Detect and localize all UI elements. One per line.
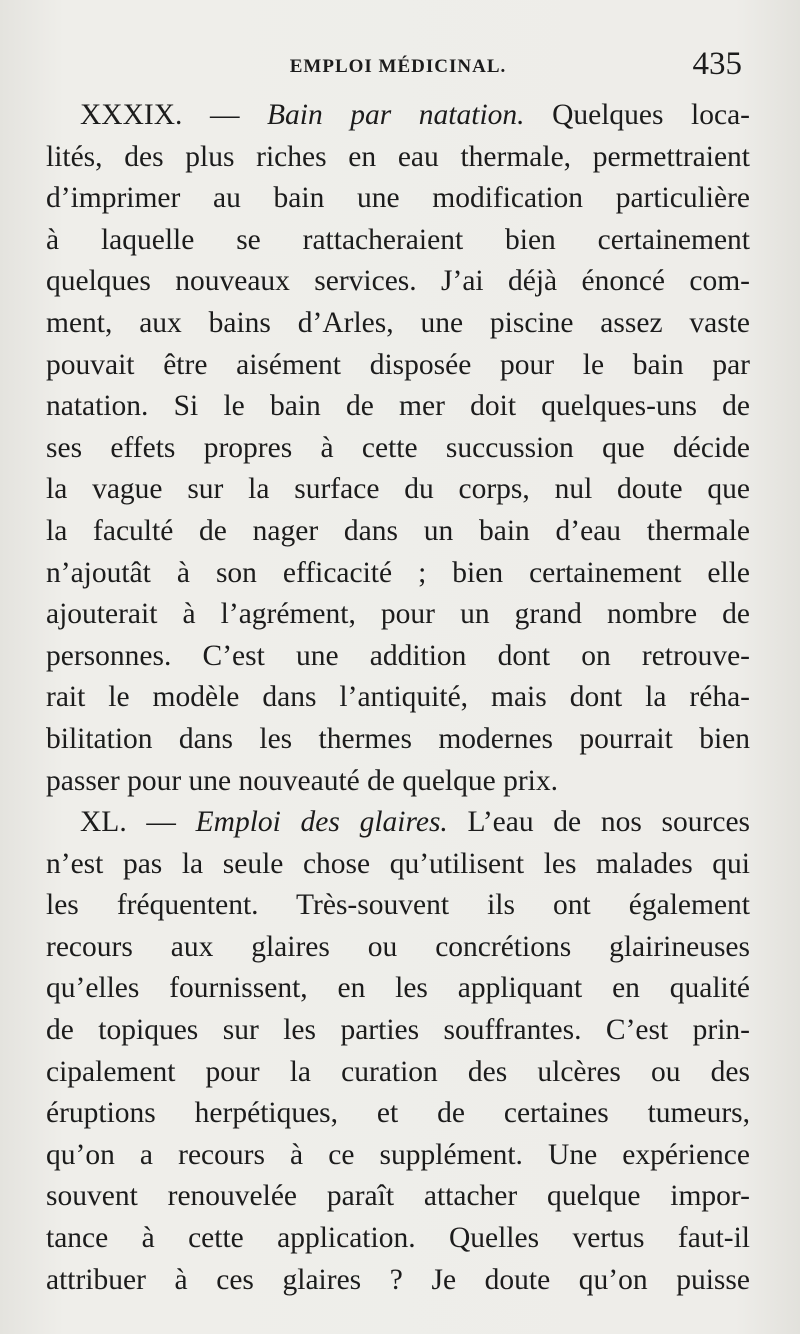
- text-line: personnes. C’est une addition dont on retrouve-: [46, 639, 750, 672]
- text-line: recours aux glaires ou concrétions glairineuses: [46, 930, 750, 963]
- text-line: L’eau de nos sources: [467, 806, 751, 839]
- body-text: [46, 95, 750, 1301]
- text-line: natation. Si le bain de mer doit quelques-uns de: [46, 390, 750, 423]
- text-line: n’ajoutât à son efficacité ; bien certainement elle: [46, 556, 750, 589]
- text-line: rait le modèle dans l’antiquité, mais dont la réha-: [46, 681, 750, 714]
- section-heading-line-xxxix: [46, 95, 750, 137]
- text-line: cipalement pour la curation des ulcères ou des: [46, 1055, 750, 1088]
- text-line: quelques nouveaux services. J’ai déjà énoncé com-: [46, 265, 750, 298]
- page-number: 435: [692, 46, 742, 82]
- section-number-xl: XL. —: [80, 806, 176, 839]
- text-line: à laquelle se rattacheraient bien certainement: [46, 223, 750, 256]
- text-line: souvent renouvelée paraît attacher quelque impor-: [46, 1180, 750, 1213]
- text-line: tance à cette application. Quelles vertus faut-il: [46, 1222, 750, 1255]
- text-line: lités, des plus riches en eau thermale, permettraient: [46, 140, 750, 173]
- text-line: pouvait être aisément disposée pour le bain par: [46, 348, 750, 381]
- text-line: les fréquentent. Très-souvent ils ont également: [46, 889, 750, 922]
- section-title-xl: Emploi des glaires.: [195, 806, 448, 839]
- text-line: d’imprimer au bain une modification particulière: [46, 182, 750, 215]
- section-number-xxxix: XXXIX. —: [80, 99, 240, 131]
- text-line: ajouterait à l’agrément, pour un grand nombre de: [46, 598, 750, 631]
- text-line: la faculté de nager dans un bain d’eau thermale: [46, 514, 750, 547]
- text-line: qu’elles fournissent, en les appliquant en qualité: [46, 972, 750, 1005]
- text-line: ses effets propres à cette succussion que décide: [46, 431, 750, 464]
- page-header: [46, 46, 750, 90]
- text-line: attribuer à ces glaires ? Je doute qu’on puisse: [46, 1263, 750, 1296]
- text-line: qu’on a recours à ce supplément. Une expérience: [46, 1138, 750, 1171]
- text-line: n’est pas la seule chose qu’utilisent les malades qui: [46, 847, 750, 880]
- section-heading-line-xl: [46, 802, 750, 844]
- text-line: la vague sur la surface du corps, nul doute que: [46, 473, 750, 506]
- text-line: bilitation dans les thermes modernes pourrait bien: [46, 722, 750, 755]
- section-title-xxxix: Bain par natation.: [267, 99, 525, 131]
- text-line: Quelques loca-: [552, 99, 750, 131]
- running-title: EMPLOI MÉDICINAL.: [289, 56, 507, 77]
- text-line: éruptions herpétiques, et de certaines tumeurs,: [46, 1097, 750, 1130]
- text-line: passer pour une nouveauté de quelque prix.: [46, 764, 558, 797]
- text-line: ment, aux bains d’Arles, une piscine assez vaste: [46, 306, 750, 339]
- text-line: de topiques sur les parties souffrantes. C’est prin-: [46, 1014, 750, 1047]
